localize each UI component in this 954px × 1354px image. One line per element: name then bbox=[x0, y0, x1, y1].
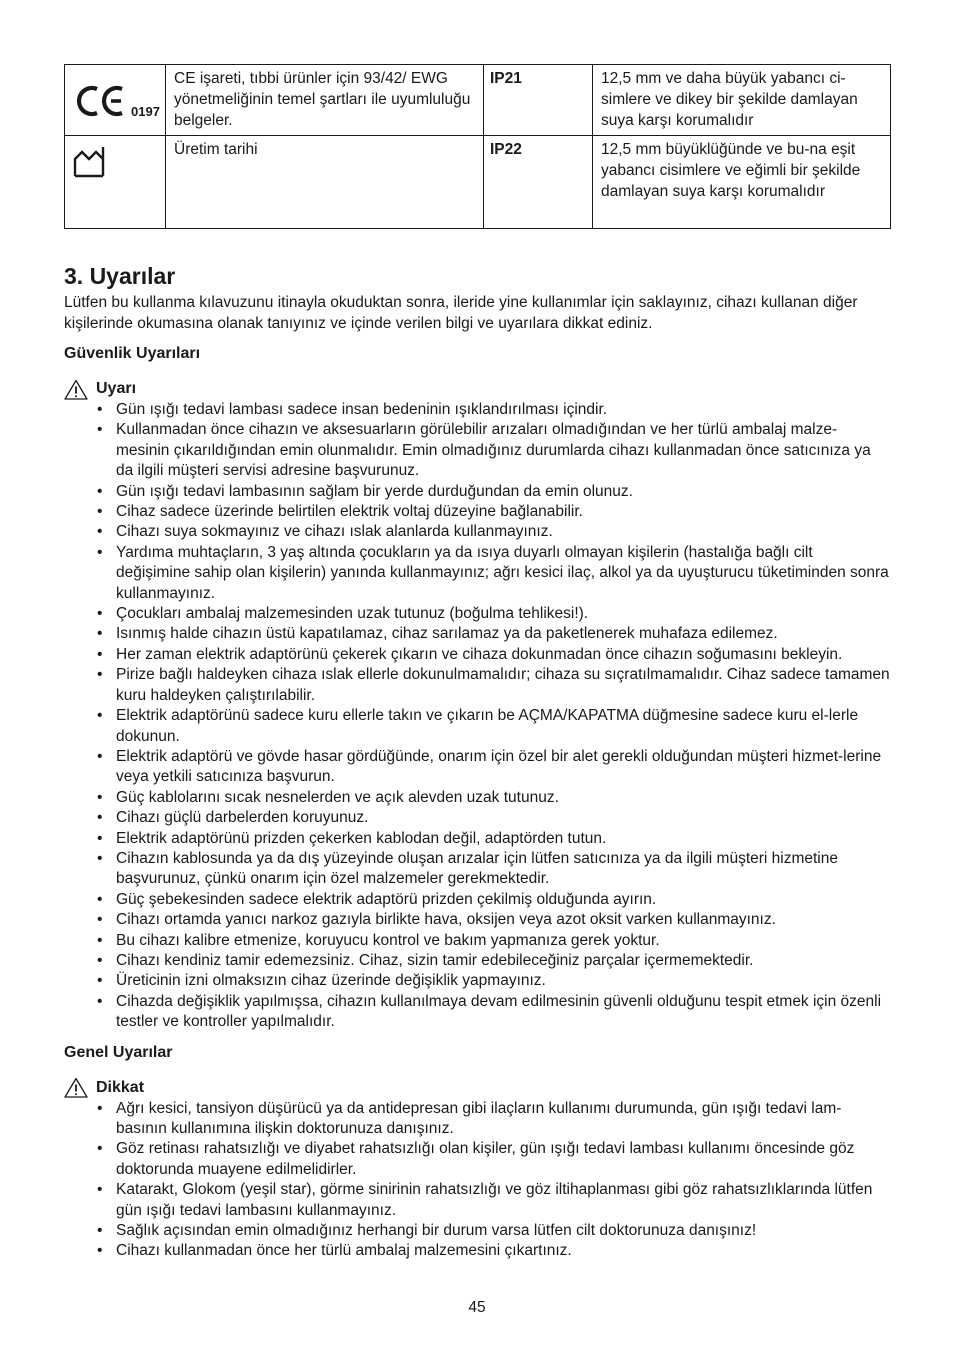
list-item: • Bu cihazı kalibre etmenize, koruyucu kontrol ve bakım yapmanıza gerek yoktur. bbox=[64, 931, 890, 951]
safety-heading: Güvenlik Uyarıları bbox=[64, 345, 201, 362]
symbol-description: CE işareti, tıbbi ürünler için 93/42/ EWG yönetmeliğinin temel şartları ile uyumluluğu belgeler. bbox=[166, 65, 484, 136]
list-item: • Cihazı kullanmadan önce her türlü ambalaj malzemesini çıkartınız. bbox=[64, 1241, 890, 1261]
safety-list bbox=[64, 400, 890, 1033]
page-number: 45 bbox=[468, 1299, 486, 1316]
symbols-table bbox=[64, 64, 891, 229]
list-item: • Cihazı güçlü darbelerden koruyunuz. bbox=[64, 808, 890, 828]
list-item: • Sağlık açısından emin olmadığınız herhangi bir durum varsa lütfen cilt doktorunuza danışınız! bbox=[64, 1221, 890, 1241]
manufacture-date-icon bbox=[65, 136, 166, 228]
list-item: • Cihaz sadece üzerinde belirtilen elektrik voltaj düzeyine bağlanabilir. bbox=[64, 502, 890, 522]
list-item: • Üreticinin izni olmaksızın cihaz üzerinde değişiklik yapmayınız. bbox=[64, 971, 890, 991]
symbol-description: Üretim tarihi bbox=[166, 136, 484, 229]
general-heading: Genel Uyarılar bbox=[64, 1043, 173, 1061]
warning-label-row bbox=[64, 378, 890, 400]
list-item: • Güç kablolarını sıcak nesnelerden ve açık alevden uzak tutunuz. bbox=[64, 788, 890, 808]
warning-triangle-icon bbox=[64, 1077, 88, 1098]
list-item: • Güç şebekesinden sadece elektrik adaptörü prizden çekilmiş olduğunda ayırın. bbox=[64, 890, 890, 910]
list-item: • Göz retinası rahatsızlığı ve diyabet rahatsızlığı olan kişiler, gün ışığı tedavi lambası kullanımı öncesinde göz doktorunda muayene edilmelidirler. bbox=[64, 1139, 890, 1180]
list-item: • Çocukları ambalaj malzemesinden uzak tutunuz (boğulma tehlikesi!). bbox=[64, 604, 890, 624]
list-item: • Cihazı kendiniz tamir edemezsiniz. Cihaz, sizin tamir edebileceğiniz parçalar içermemektedir. bbox=[64, 951, 890, 971]
list-item: • Ağrı kesici, tansiyon düşürücü ya da antidepresan gibi ilaçların kullanımı durumunda, gün ışığı tedavi lam-basının kullanımına ilişkin doktorunuza danışınız. bbox=[64, 1099, 890, 1140]
caution-label-row bbox=[64, 1077, 890, 1099]
ip-code: IP22 bbox=[484, 136, 593, 229]
list-item: • Gün ışığı tedavi lambasının sağlam bir yerde durduğundan da emin olunuz. bbox=[64, 482, 890, 502]
list-item: • Elektrik adaptörünü prizden çekerken kablodan değil, adaptörden tutun. bbox=[64, 829, 890, 849]
ce-mark-icon bbox=[65, 65, 166, 135]
list-item: • Cihazda değişiklik yapılmışsa, cihazın kullanılmaya devam edilmesinin güvenli olduğunu tespit etmek için özenli testler ve kontroller yapılmalıdır. bbox=[64, 992, 890, 1033]
list-item: • Gün ışığı tedavi lambası sadece insan bedeninin ışıklandırılması içindir. bbox=[64, 400, 890, 420]
ip-code-description: 12,5 mm büyüklüğünde ve bu-na eşit yabancı cisimlere ve eğimli bir şekilde damlayan suya karşı korumalıdır bbox=[593, 136, 891, 229]
ip-code-description: 12,5 mm ve daha büyük yabancı ci-simlere ve dikey bir şekilde damlayan suya karşı korumalıdır bbox=[593, 65, 891, 136]
list-item: • Cihazın kablosunda ya da dış yüzeyinde oluşan arızalar için lütfen satıcınıza ya da ilgili müşteri hizmetine başvurunuz, çünkü onarım için özel malzemeler gerekmektedir. bbox=[64, 849, 890, 890]
document-page bbox=[64, 64, 890, 1262]
symbol-cell bbox=[65, 136, 166, 229]
warning-triangle-icon bbox=[64, 379, 88, 400]
list-item: • Cihazı suya sokmayınız ve cihazı ıslak alanlarda kullanmayınız. bbox=[64, 522, 890, 542]
ce-notified-body-number: 0197 bbox=[131, 104, 160, 119]
warning-label: Uyarı bbox=[96, 380, 137, 397]
list-item: • Cihazı ortamda yanıcı narkoz gazıyla birlikte hava, oksijen veya azot oksit varken kullanmayınız. bbox=[64, 910, 890, 930]
list-item: • Katarakt, Glokom (yeşil star), görme sinirinin rahatsızlığı ve göz iltihaplanması gibi göz rahatsızlıklarında lütfen gün ışığı tedavi lambasını kullanmayınız. bbox=[64, 1180, 890, 1221]
list-item: • Kullanmadan önce cihazın ve aksesuarların görülebilir arızaları olmadığından ve her türlü ambalaj malze-mesinin çıkarıldığından emin olunmalıdır. Emin olmadığınız durumlarda cihazı kullanmadan önce satıcınıza ya da ilgili müşteri servisi adresine başvurunuz. bbox=[64, 420, 890, 481]
caution-label: Dikkat bbox=[96, 1078, 145, 1096]
list-item: • Her zaman elektrik adaptörünü çekerek çıkarın ve cihaza dokunmadan önce cihazın soğumasını bekleyin. bbox=[64, 645, 890, 665]
table-row bbox=[65, 136, 891, 229]
list-item: • Elektrik adaptörü ve gövde hasar gördüğünde, onarım için özel bir alet gerekli olduğundan müşteri hizmet-lerine veya yetkili satıcınıza başvurun. bbox=[64, 747, 890, 788]
section-intro: Lütfen bu kullanma kılavuzunu itinayla okuduktan sonra, ileride yine kullanımlar için saklayınız, cihazı kullanan diğer kişilerinde okumasına olanak tanıyınız ve içinde verilen bilgi ve uyarılara dikkat ediniz. bbox=[64, 294, 858, 332]
table-row bbox=[65, 65, 891, 136]
list-item: • Pirize bağlı haldeyken cihaza ıslak ellerle dokunulmamalıdır; cihaza su sıçratılmamalıdır. Cihaz sadece tamamen kuru haldeyken çalıştırılabilir. bbox=[64, 665, 890, 706]
list-item: • Yardıma muhtaçların, 3 yaş altında çocukların ya da ısıya duyarlı olmayan kişilerin (hastalığa bağlı cilt değişimine sahip olan kişilerin) yanında kullanmayınız; ağrı kesici ilaç, alkol ya da uyuşturucu tüketiminden sonra kullanmayınız. bbox=[64, 543, 890, 604]
section-title: 3. Uyarılar bbox=[64, 263, 176, 289]
list-item: • Isınmış halde cihazın üstü kapatılamaz, cihaz sarılamaz ya da paketlenerek muhafaza edilemez. bbox=[64, 624, 890, 644]
list-item: • Elektrik adaptörünü sadece kuru ellerle takın ve çıkarın be AÇMA/KAPATMA düğmesine sadece kuru el-lerle dokunun. bbox=[64, 706, 890, 747]
symbol-cell bbox=[65, 65, 166, 136]
general-list bbox=[64, 1099, 890, 1262]
ip-code: IP21 bbox=[484, 65, 593, 136]
